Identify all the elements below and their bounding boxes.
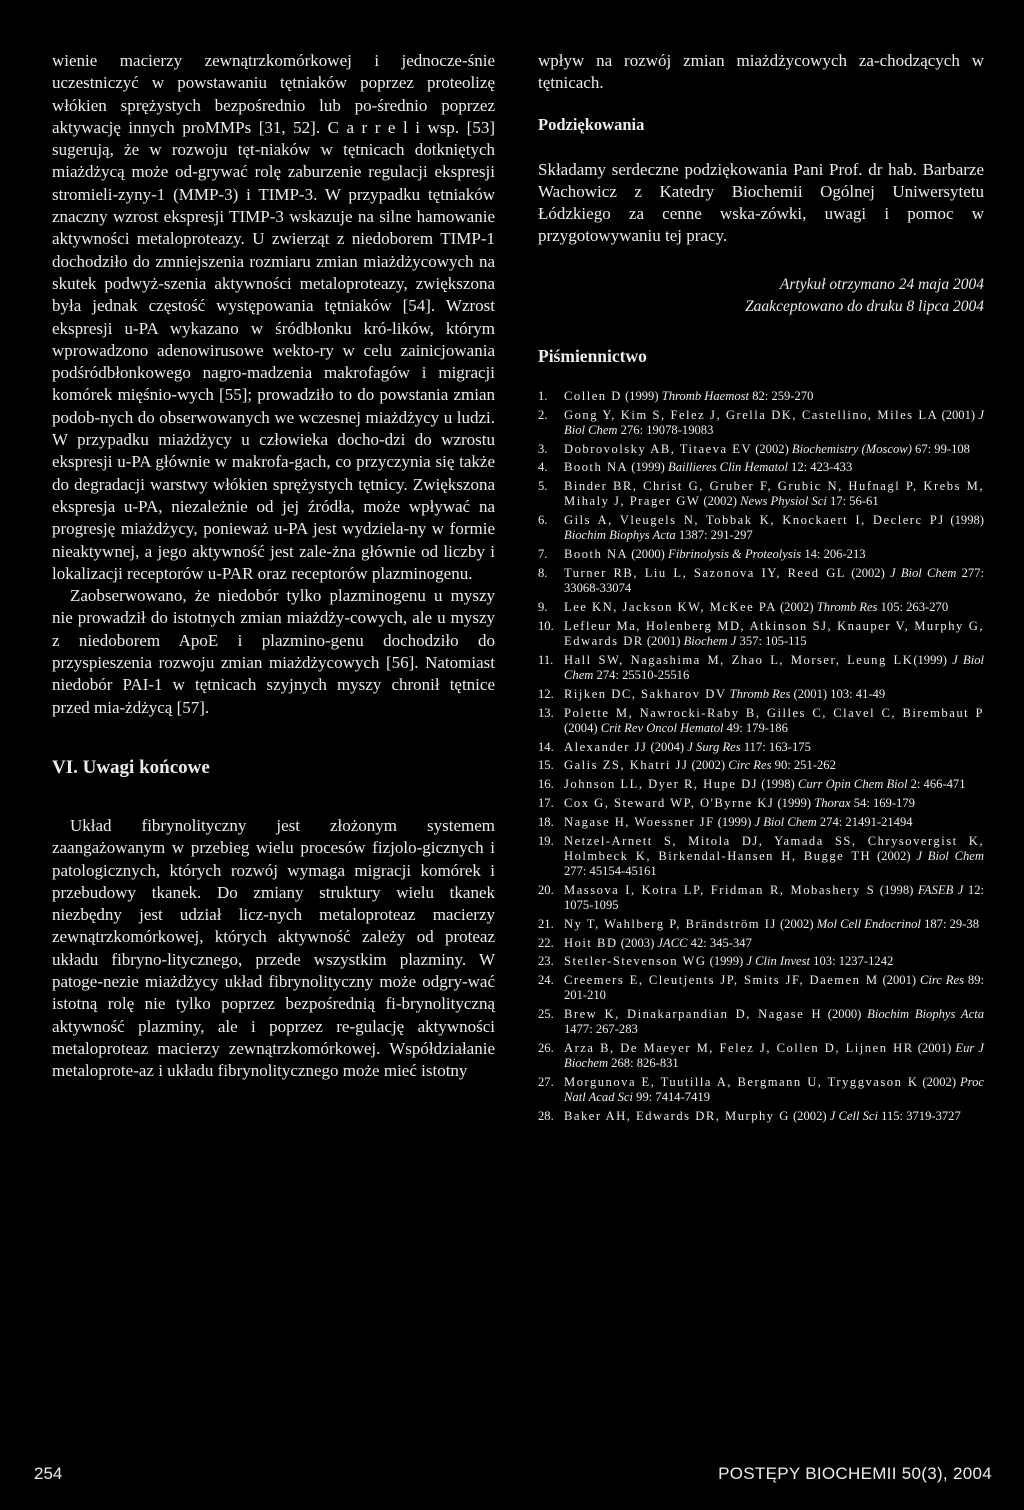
reference-details: 99: 7414-7419 — [633, 1090, 710, 1105]
reference-details: 82: 259-270 — [749, 388, 814, 403]
reference-year: (2001) — [878, 973, 920, 988]
accepted-date: Zaakceptowano do druku 8 lipca 2004 — [745, 297, 984, 315]
reference-item — [538, 740, 984, 755]
reference-year: (1999) — [774, 795, 815, 810]
reference-item — [538, 936, 984, 951]
reference-details: 105: 263-270 — [877, 599, 949, 614]
reference-year: (2002) — [918, 1075, 960, 1090]
reference-authors: Hoit BD — [564, 935, 618, 950]
reference-journal: Thromb Res — [816, 599, 878, 614]
reference-details: 1387: 291-297 — [675, 528, 753, 543]
reference-item — [538, 1007, 984, 1037]
reference-year: (2002) — [688, 758, 729, 773]
references-list — [538, 389, 984, 1125]
reference-details: 276: 19078-19083 — [617, 422, 714, 437]
acknowledgements-title: Podziękowania — [538, 114, 645, 134]
reference-item — [538, 1041, 984, 1071]
reference-journal: FASEB J — [917, 882, 964, 897]
reference-journal: J Biol Chem — [754, 814, 817, 829]
reference-year: (2003) — [617, 935, 658, 950]
reference-authors: Rijken DC, Sakharov DV — [564, 686, 727, 701]
reference-details: 42: 345-347 — [687, 935, 752, 950]
reference-number: 19. — [538, 833, 554, 848]
reference-authors: Collen D — [564, 388, 622, 403]
reference-number: 15. — [538, 758, 554, 773]
reference-year: (1999) — [621, 388, 662, 403]
reference-details: 187: 29-38 — [920, 916, 980, 931]
right-column — [538, 50, 984, 1128]
reference-authors: Nagase H, Woessner JF — [564, 814, 715, 829]
reference-journal: Biochemistry (Moscow) — [791, 441, 912, 456]
reference-number: 14. — [538, 739, 554, 754]
reference-number: 24. — [538, 973, 554, 988]
reference-details: 268: 826-831 — [608, 1056, 679, 1071]
reference-authors: Booth NA — [564, 460, 629, 475]
reference-journal: Circ Res — [919, 973, 964, 988]
reference-number: 2. — [538, 407, 548, 422]
reference-journal: JACC — [657, 935, 688, 950]
reference-year: (1998) — [758, 777, 798, 792]
reference-number: 27. — [538, 1075, 554, 1090]
reference-year: (1999) — [714, 814, 755, 829]
reference-year: (1999) — [913, 652, 953, 667]
reference-year: (2002) — [776, 916, 817, 931]
reference-journal: Thorax — [814, 795, 851, 810]
reference-journal: Eur J Biochem — [564, 1041, 984, 1071]
reference-details: (2001) 103: 41-49 — [790, 686, 886, 701]
reference-item — [538, 566, 984, 596]
reference-journal: J Biol Chem — [564, 652, 984, 682]
reference-journal: J Biol Chem — [916, 848, 984, 863]
reference-authors: Galis ZS, Khatri JJ — [564, 758, 689, 773]
reference-authors: Ny T, Wahlberg P, Brändström IJ — [564, 916, 777, 931]
reference-number: 11. — [538, 652, 554, 667]
reference-authors: Polette M, Nawrocki-Raby B, Gilles C, Clavel C, Birembaut P — [564, 705, 984, 720]
reference-journal: J Cell Sci — [829, 1109, 878, 1124]
body-paragraph-2: Zaobserwowano, że niedobór tylko plazminogenu u myszy nie prowadził do istotnych zmian miażdży-cowych, ale u myszy z niedoborem ApoE i plazmino-genu dochodziło do przyspieszenia rozwoju zmian miażdżycowych [56]. Natomiast niedobór PAI-1 w tętnicach szyjnych myszy chronił tętnice przed mia-żdżycą [57]. — [52, 586, 495, 717]
reference-authors: Arza B, De Maeyer M, Felez J, Collen D, Lijnen HR — [564, 1041, 914, 1056]
reference-number: 9. — [538, 599, 548, 614]
reference-journal: Proc Natl Acad Sci — [564, 1075, 984, 1105]
reference-year: (2001) — [643, 633, 684, 648]
reference-details: 274: 25510-25516 — [593, 667, 690, 682]
reference-year: (1998) — [944, 513, 984, 528]
reference-details: 1477: 267-283 — [564, 1022, 638, 1037]
reference-authors: Baker AH, Edwards DR, Murphy G — [564, 1109, 790, 1124]
reference-details: 49: 179-186 — [723, 720, 788, 735]
reference-journal: Circ Res — [728, 758, 772, 773]
reference-number: 10. — [538, 618, 554, 633]
reference-journal: Biochem J — [683, 633, 737, 648]
reference-journal: Biochim Biophys Acta — [564, 528, 676, 543]
reference-item — [538, 815, 984, 830]
reference-journal: J Clin Invest — [746, 954, 811, 969]
reference-authors: Alexander JJ — [564, 739, 648, 754]
reference-year: (1999) — [628, 460, 669, 475]
reference-details: 90: 251-262 — [771, 758, 836, 773]
reference-item — [538, 917, 984, 932]
reference-year: (2001) — [938, 407, 979, 422]
reference-year: (1998) — [875, 882, 918, 897]
reference-authors: Cox G, Steward WP, O'Byrne KJ — [564, 795, 775, 810]
page-number: 254 — [34, 1464, 63, 1483]
reference-item — [538, 460, 984, 475]
reference-journal: Baillieres Clin Hematol — [668, 460, 788, 475]
reference-journal: Mol Cell Endocrinol — [816, 916, 921, 931]
reference-item — [538, 600, 984, 615]
reference-authors: Dobrovolsky AB, Titaeva EV — [564, 441, 753, 456]
reference-details: 14: 206-213 — [801, 547, 866, 562]
reference-authors: Johnson LL, Dyer R, Hupe DJ — [564, 777, 759, 792]
reference-year: (2002) — [846, 565, 891, 580]
final-paragraph: Układ fibrynolityczny jest złożonym systemem zaangażowanym w przebieg wielu procesów fizjolo-gicznych i patologicznych, których rozwój wymaga migracji komórek i przebudowy tkanek. Do zmiany struktury wielu tkanek niezbędny jest udział licz-nych metaloproteaz macierzy zewnątrzkomórkowej, których aktywność zależy od proteaz układu fibryno-litycznego, przede wszystkim plazminy. W patoge-nezie miażdżycy układ fibrynolityczny może odgry-wać istotną rolę nie tylko poprzez bezpośrednią fi-brynolityczną aktywność plazminy, ale i poprzez re-gulację aktywności metaloproteaz macierzy zewnątrzkomórkowej. Współdziałanie metaloprote-az i układu fibrynolitycznego może mieć istotny — [52, 815, 495, 1081]
article-dates — [538, 274, 984, 318]
reference-number: 23. — [538, 954, 554, 969]
reference-journal: Fibrinolysis & Proteolysis — [668, 547, 802, 562]
reference-item — [538, 389, 984, 404]
reference-item — [538, 687, 984, 702]
reference-item — [538, 834, 984, 880]
reference-year: (2002) — [752, 441, 792, 456]
reference-year: (2004) — [647, 739, 688, 754]
reference-item — [538, 796, 984, 811]
reference-year: (2002) — [871, 848, 917, 863]
reference-number: 28. — [538, 1109, 554, 1124]
reference-item — [538, 706, 984, 736]
reference-details: 357: 105-115 — [736, 633, 807, 648]
reference-item — [538, 653, 984, 683]
reference-number: 12. — [538, 686, 554, 701]
reference-details: 12: 1075-1095 — [564, 882, 985, 912]
reference-details: 54: 169-179 — [850, 795, 915, 810]
reference-number: 1. — [538, 388, 548, 403]
reference-authors: Hall SW, Nagashima M, Zhao L, Morser, Leung LK — [564, 652, 914, 667]
reference-item — [538, 513, 984, 543]
reference-authors: Booth NA — [564, 547, 629, 562]
reference-journal: Thromb Res — [729, 686, 791, 701]
reference-number: 21. — [538, 916, 554, 931]
reference-item — [538, 883, 984, 913]
reference-authors: Morgunova E, Tuutilla A, Bergmann U, Tryggvason K — [564, 1075, 919, 1090]
reference-details: 277: 45154-45161 — [564, 863, 657, 878]
reference-item — [538, 442, 984, 457]
reference-number: 3. — [538, 441, 548, 456]
reference-item — [538, 619, 984, 649]
reference-year: (2002) — [776, 599, 817, 614]
reference-journal: Thromb Haemost — [661, 388, 750, 403]
reference-details: 103: 1237-1242 — [810, 954, 894, 969]
reference-number: 17. — [538, 795, 554, 810]
reference-journal: J Biol Chem — [890, 565, 957, 580]
reference-authors: Binder BR, Christ G, Gruber F, Grubic N, Hufnagl P, Krebs M, Mihaly J, Prager GW — [564, 479, 984, 509]
reference-authors: Netzel-Arnett S, Mitola DJ, Yamada SS, Chrysovergist K, Holmbeck K, Birkendal-Hansen H, Bugge TH — [564, 833, 984, 863]
reference-item — [538, 479, 984, 509]
section-title: VI. Uwagi końcowe — [52, 756, 210, 778]
reference-journal: Curr Opin Chem Biol — [797, 777, 908, 792]
reference-number: 13. — [538, 705, 554, 720]
reference-number: 8. — [538, 565, 548, 580]
reference-year: (1999) — [706, 954, 747, 969]
reference-item — [538, 954, 984, 969]
reference-number: 26. — [538, 1041, 554, 1056]
reference-year: (2002) — [789, 1109, 830, 1124]
reference-details: 115: 3719-3727 — [877, 1109, 961, 1124]
reference-number: 16. — [538, 777, 554, 792]
reference-authors: Gong Y, Kim S, Felez J, Grella DK, Castellino, Miles LA — [564, 407, 939, 422]
reference-authors: Gils A, Vleugels N, Tobbak K, Knockaert I, Declerc PJ — [564, 513, 945, 528]
reference-details: 67: 99-108 — [911, 441, 970, 456]
reference-item — [538, 547, 984, 562]
received-date: Artykuł otrzymano 24 maja 2004 — [779, 275, 984, 293]
reference-number: 7. — [538, 547, 548, 562]
reference-number: 25. — [538, 1007, 554, 1022]
reference-number: 4. — [538, 460, 548, 475]
reference-year: (2002) — [700, 494, 741, 509]
reference-journal: J Biol Chem — [564, 407, 984, 437]
journal-footer: POSTĘPY BIOCHEMII 50(3), 2004 — [718, 1464, 992, 1483]
reference-journal: News Physiol Sci — [740, 494, 827, 509]
reference-authors: Brew K, Dinakarpandian D, Nagase H — [564, 1007, 823, 1022]
reference-authors: Creemers E, Cleutjents JP, Smits JF, Daemen M — [564, 973, 879, 988]
reference-number: 5. — [538, 479, 548, 494]
reference-journal: Biochim Biophys Acta — [867, 1007, 984, 1022]
reference-journal: J Surg Res — [687, 739, 741, 754]
reference-authors: Turner RB, Liu L, Sazonova IY, Reed GL — [564, 565, 847, 580]
reference-year: (2001) — [913, 1041, 956, 1056]
reference-number: 20. — [538, 882, 554, 897]
reference-item — [538, 973, 984, 1003]
reference-authors: Lee KN, Jackson KW, McKee PA — [564, 599, 777, 614]
acknowledgements-text: Składamy serdeczne podziękowania Pani Prof. dr hab. Barbarze Wachowicz z Katedry Biochemii Ogólnej Uniwersytetu Łódzkiego za cenne wska-zówki, uwagi i pomoc w przygotowywaniu tej pracy. — [538, 159, 984, 246]
reference-item — [538, 1075, 984, 1105]
reference-authors: Stetler-Stevenson WG — [564, 954, 707, 969]
reference-item — [538, 1109, 984, 1124]
reference-item — [538, 777, 984, 792]
reference-item — [538, 408, 984, 438]
conclusion-continued: wpływ na rozwój zmian miażdżycowych za-chodzących w tętnicach. — [538, 51, 984, 93]
body-paragraph-1: wienie macierzy zewnątrzkomórkowej i jednocze-śnie uczestniczyć w powstawaniu tętniaków poprzez proteolizę włókien sprężystych bezpośrednio lub po-średnio poprzez aktywację innych proMMPs [31, 52]. C a r r e l i wsp. [53] sugerują, że w rozwoju tęt-niaków w tętnicach dotkniętych miażdżycą może od-grywać rolę zaburzenie regulacji ekspresji stromieli-zyny-1 (MMP-3) i TIMP-3. W przypadku tętniaków znaczny wzrost ekspresji TIMP-3 wskazuje na silne hamowanie aktywności metaloproteazy. U zwierząt z niedoborem TIMP-1 dochodziło do zmniejszenia rozmiaru zmian miażdżycowych na skutek podwyż-szenia aktywności metaloproteazy, zwiększona była jednak częstość występowania tętniaków [54]. Wzrost ekspresji u-PA wykazano w śródbłonku kró-lików, którym wprowadzono adenowirusowe wekto-ry w celu zainicjowania podśródbłonkowego nagro-madzenia makrofagów i migracji komórek mięśnio-wych [55]; prowadziło to do powstania zmian podob-nych do obserwowanych we wczesnej miażdżycy u ludzi. W przypadku miażdżycy u człowieka docho-dzi do wzrostu ekspresji u-PA głównie w makrofa-gach, co przyczynia się także do degradacji warstwy włókien sprężystych tętnicy. Zwiększona ekspresja u-PA, niezależnie od jej źródła, może wpływać na progresję miażdżycy, ponieważ u-PA jest wydziela-ny w formie nieaktywnej, a jego aktywność jest zale-żna głównie od liczby i lokalizacji receptorów u-PAR oraz receptorów plazminogenu. — [52, 51, 495, 583]
reference-details: 12: 423-433 — [787, 460, 853, 475]
reference-number: 18. — [538, 814, 554, 829]
reference-item — [538, 758, 984, 773]
reference-details: 117: 163-175 — [740, 739, 811, 754]
reference-details: 277: 33068-33074 — [564, 565, 985, 596]
reference-number: 6. — [538, 513, 548, 528]
reference-journal: Crit Rev Oncol Hematol — [600, 720, 724, 735]
reference-authors: Massova I, Kotra LP, Fridman R, Mobashery S — [564, 882, 876, 897]
reference-details: 2: 466-471 — [907, 777, 966, 792]
reference-number: 22. — [538, 935, 554, 950]
reference-year: (2004) — [564, 720, 601, 735]
reference-details: 89: 201-210 — [564, 973, 984, 1003]
reference-authors: Lefleur Ma, Holenberg MD, Atkinson SJ, Knauper V, Murphy G, Edwards DR — [564, 618, 984, 648]
left-column — [52, 50, 495, 1082]
references-title: Piśmiennictwo — [538, 345, 647, 366]
reference-year: (2000) — [628, 547, 669, 562]
reference-details: 17: 56-61 — [826, 494, 879, 509]
reference-year: (2000) — [822, 1007, 868, 1022]
reference-details: 274: 21491-21494 — [816, 814, 913, 829]
